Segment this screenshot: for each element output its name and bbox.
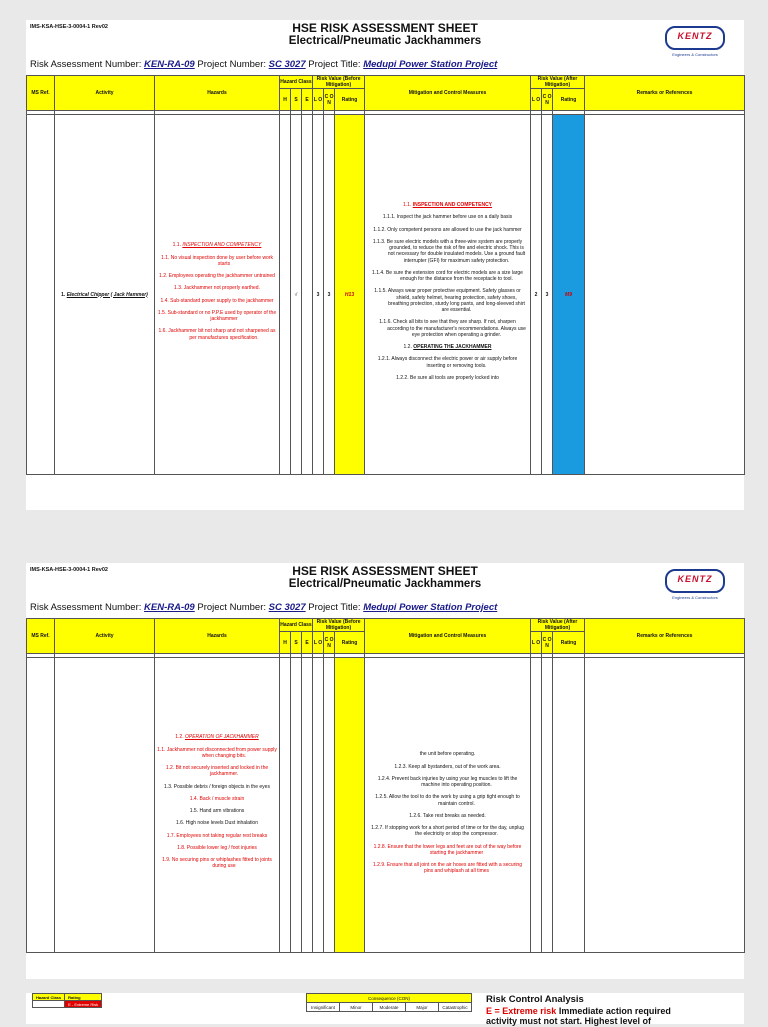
hazard-item: 1.5. Hand arm vibrations [189, 808, 245, 815]
mitigation-item: 1.1.3. Be sure electric models with a three-wire system are properly grounded, to reduce the risk of fire and electric shock. This is not necessary for double insulated models. Use a ground fault interrupter (GFI) for maximum safety protection. [372, 238, 526, 264]
hazards-list [155, 115, 280, 475]
doc-code: IMS-KSA-HSE-3-0004-1 Rev02 [30, 24, 108, 30]
sheet-header [26, 20, 744, 75]
mitigation-list [365, 658, 531, 953]
hazard-item: 1.2. Employees operating the jackhammer untrained [159, 273, 275, 279]
kentz-logo: KENTZ Engineers & Constructors [650, 569, 740, 600]
legend-strip [26, 993, 744, 1027]
ra-number: KEN-RA-09 [144, 59, 195, 70]
sheet-subtitle: Electrical/Pneumatic Jackhammers [288, 34, 482, 47]
mitigation-item: the unit before operating. [419, 751, 476, 758]
project-title: Medupi Power Station Project [363, 59, 498, 70]
hazard-item: 1.5. Sub-standard or no P.P.E used by operator of the jackhammer [157, 309, 277, 322]
risk-sheet-page-1 [26, 20, 744, 510]
risk-table: MS Ref. Activity Hazards Hazard Class Risk Value (Before Mitigation) Mitigation and Control Measures Risk Value (After Mitigation) Remarks or References H S E L O C O N Rating L O C O N Rating 1.2. OPERATION OF JACKHAMMER 1.1. Jackhammer not disconnected from power supply when changing bits. 1.2. Bit not securely inserted and locked in the jackhammer. 1.3. Possible debris / foreign objects in the eyes 1.4. Back / muscle strain 1.5. Hand arm vibrations 1.6. High noise levels Dust inhalation 1.7. Employees not taking regular rest breaks 1.8. Possible lower leg / foot injuries 1.9. No securing pins or whiplashes fitted to joints during use the unit before operating. 1.2.3. Keep all bystanders, out of the work area. 1.2.4. Prevent back injuries by using your leg muscles to lift the machine into operating position. 1.2.5. Allow the tool to do the work by using a grip tight enough to maintain control. 1.2.6. Take rest breaks as needed. 1.2.7. If stopping work for a short period of time or for the day, unplug the electricity or stop the compressor. 1.2.8. Ensure that the lower legs and feet are out of the way before starting the jackhammer 1.2.9. Ensure that all joint on the air hoses are fitted with a securing pins and whiplash at all times [26, 618, 745, 953]
sheet-title: HSE RISK ASSESSMENT SHEET [292, 21, 478, 35]
mitigation-item: 1.2.9. Ensure that all joint on the air hoses are fitted with a securing pins and whiplash at all times [373, 862, 522, 875]
s-check: √ [291, 115, 302, 475]
hazard-item: 1.9. No securing pins or whiplashes fitted to joints during use [162, 857, 272, 870]
remarks-cell [585, 115, 745, 475]
hazard-item: 1.4. Sub-standard power supply to the jackhammer [160, 297, 274, 304]
mitigation-list [365, 115, 531, 475]
hazard-item: 1.8. Possible lower leg / foot injuries [177, 844, 257, 851]
hazard-item: 1.3. Jackhammer not properly earthed. [174, 285, 260, 292]
activity-row [27, 658, 745, 953]
hazard-item: 1.1. Jackhammer not disconnected from power supply when changing bits. [157, 746, 277, 759]
activity-name: Electrical Chipper ( Jack Hammer) [66, 291, 148, 298]
hazard-item: 1.6. High noise levels Dust inhalation [176, 820, 258, 827]
risk-control-analysis: Risk Control Analysis E = Extreme risk Immediate action required activity must not start. Highest level of [486, 994, 671, 1027]
hazard-item: 1.4. Back / muscle strain [189, 795, 245, 802]
mitigation-item: 1.2.4. Prevent back injuries by using your leg muscles to lift the machine into operating position. [377, 775, 518, 789]
mitigation-item: 1.2.7. If stopping work for a short period of time or for the day, unplug the electricity or stop the compressor. [371, 825, 524, 838]
project-number: SC 3027 [268, 59, 306, 70]
mitigation-item: 1.2.6. Take rest breaks as needed. [409, 812, 486, 819]
hazard-item: 1.1. INSPECTION AND COMPETENCY [172, 242, 262, 249]
hazards-list [155, 658, 280, 953]
sheet-header: IMS-KSA-HSE-3-0004-1 Rev02 HSE RISK ASSESSMENT SHEET Electrical/Pneumatic Jackhammers Risk Assessment Number: KEN-RA-09 Project Number: SC 3027 Project Title: Medupi Power Station Project KENTZ Engineers & Constructors [26, 563, 744, 618]
mitigation-item: 1.2.1. Always disconnect the electric power or air supply before inserting or removing tools. [377, 356, 518, 369]
hazard-class-legend: Hazard Class Rating E - Extreme Risk [32, 993, 102, 1008]
kentz-logo: KENTZ Engineers & Constructors [650, 26, 740, 57]
risk-table: MS Ref. Activity Hazards Hazard Class Risk Value (Before Mitigation) Mitigation and Control Measures Risk Value (After Mitigation) Remarks or References H S E L O C O N Rating L O C O N Rating 1. Electrical Chipper ( Jack Hammer) 1.1. INSPECTION AND COMPETENCY 1.1. No visual inspection done by user before work starts 1.2. Employees operating the jackhammer untrained 1.3. Jackhammer not properly earthed. 1.4. Sub-standard power supply to the jackhammer 1.5. Sub-standard or no P.P.E used by operator of the jackhammer 1.6. Jackhammer bit not sharp and not sharpened as per manufactures specification. √ 3 3 H13 1.1. INSPECTION AND COMPETENCY 1.1.1. Inspect the jack hammer before use on a daily basis 1.1.2. Only competent persons are allowed to use the jack hammer 1.1.3. Be sure electric models with a three-wire system are properly grounded, to reduce the risk of fire and electric shock. This is not necessary for double insulated models. Use a ground fault interrupter (GFI) for maximum safety protection. 1.1.4. Be sure the extension cord for electric models are a size large enough for the distance from the receptacle to tool. 1.1.5. Always wear proper protective equipment. Safety glasses or shield, safety helmet, hearing protection, safety shoes, breathing protection, sturdy long pants, and long-sleeved shirt are essential. 1.1.6. Check all bits to see that they are sharp. If not, sharpen according to the manufacturer's recommendations. Always use eye protection when operating a grinder. 1.2. OPERATING THE JACKHAMMER 1.2.1. Always disconnect the electric power or air supply before inserting or removing tools. 1.2.2. Be sure all tools are properly locked into 2 3 M9 [26, 75, 745, 475]
hazard-item: 1.1. No visual inspection done by user before work starts [160, 254, 273, 267]
activity-row: 1. Electrical Chipper ( Jack Hammer) 1.1. INSPECTION AND COMPETENCY 1.1. No visual inspection done by user before work starts 1.2. Employees operating the jackhammer untrained 1.3. Jackhammer not properly earthed. 1.4. Sub-standard power supply to the jackhammer 1.5. Sub-standard or no P.P.E used by operator of the jackhammer 1.6. Jackhammer bit not sharp and not sharpened as per manufactures specification. √ 3 3 H13 1.1. INSPECTION AND COMPETENCY 1.1.1. Inspect the jack hammer before use on a daily basis 1.1.2. Only competent persons are allowed to use the jack hammer 1.1.3. Be sure electric models with a three-wire system are properly grounded, to reduce the risk of fire and electric shock. This is not necessary for double insulated models. Use a ground fault interrupter (GFI) for maximum safety protection. 1.1.4. Be sure the extension cord for electric models are a size large enough for the distance from the receptacle to tool. 1.1.5. Always wear proper protective equipment. Safety glasses or shield, safety helmet, hearing protection, safety shoes, breathing protection, sturdy long pants, and long-sleeved shirt are essential. 1.1.6. Check all bits to see that they are sharp. If not, sharpen according to the manufacturer's recommendations. Always use eye protection when operating a grinder. 1.2. OPERATING THE JACKHAMMER 1.2.1. Always disconnect the electric power or air supply before inserting or removing tools. 1.2.2. Be sure all tools are properly locked into 2 3 M9 [27, 115, 745, 475]
hazard-item: 1.2. Bit not securely inserted and locked in the jackhammer. [165, 765, 269, 778]
mitigation-item: 1.1.2. Only competent persons are allowed to use the jack hammer [373, 226, 522, 233]
rating-before: H13 [335, 115, 365, 475]
consequence-matrix: Consequence (CON) Insignificant Minor Moderate Major Catastrophic [306, 993, 472, 1012]
reference-line: Risk Assessment Number: KEN-RA-09 Project Number: SC 3027 Project Title: Medupi Power Station Project [30, 59, 498, 70]
header-row: MS Ref. Activity Hazards Hazard Class Risk Value (Before Mitigation) Mitigation and Control Measures Risk Value (After Mitigation) Remarks or References [27, 76, 745, 89]
mitigation-item: 1.1.1. Inspect the jack hammer before use on a daily basis [382, 214, 513, 221]
mitigation-item: 1.2. OPERATING THE JACKHAMMER [403, 344, 492, 350]
mitigation-item: 1.2.5. Allow the tool to do the work by using a grip tight enough to maintain control. [375, 794, 520, 807]
mitigation-item: 1.2.3. Keep all bystanders, out of the work area. [394, 763, 501, 770]
hazard-item: 1.6. Jackhammer bit not sharp and not sharpened as per manufactures specification. [158, 328, 276, 341]
hazard-item: 1.3. Possible debris / foreign objects in the eyes [164, 783, 270, 790]
mitigation-item: 1.1.4. Be sure the extension cord for electric models are a size large enough for the distance from the receptacle to tool. [372, 269, 523, 282]
mitigation-item: 1.1.5. Always wear proper protective equipment. Safety glasses or shield, safety helmet, hearing protection, safety shoes, breathing protection, sturdy long pants, and long-sleeved shirt are essential. [374, 288, 525, 313]
hazard-item: 1.2. OPERATION OF JACKHAMMER [175, 734, 259, 741]
risk-sheet-page-2 [26, 563, 744, 979]
mitigation-item: 1.2.8. Ensure that the lower legs and feet are out of the way before starting the jackhammer [373, 843, 522, 856]
mitigation-item: 1.1. INSPECTION AND COMPETENCY [403, 202, 493, 208]
mitigation-item: 1.2.2. Be sure all tools are properly locked into [396, 374, 499, 381]
hazard-item: 1.7. Employees not taking regular rest breaks [166, 832, 268, 839]
mitigation-item: 1.1.6. Check all bits to see that they are sharp. If not, sharpen according to the manufacturer's recommendations. Always use eye protection when operating a grinder. [379, 319, 526, 338]
rating-after: M9 [553, 115, 585, 475]
